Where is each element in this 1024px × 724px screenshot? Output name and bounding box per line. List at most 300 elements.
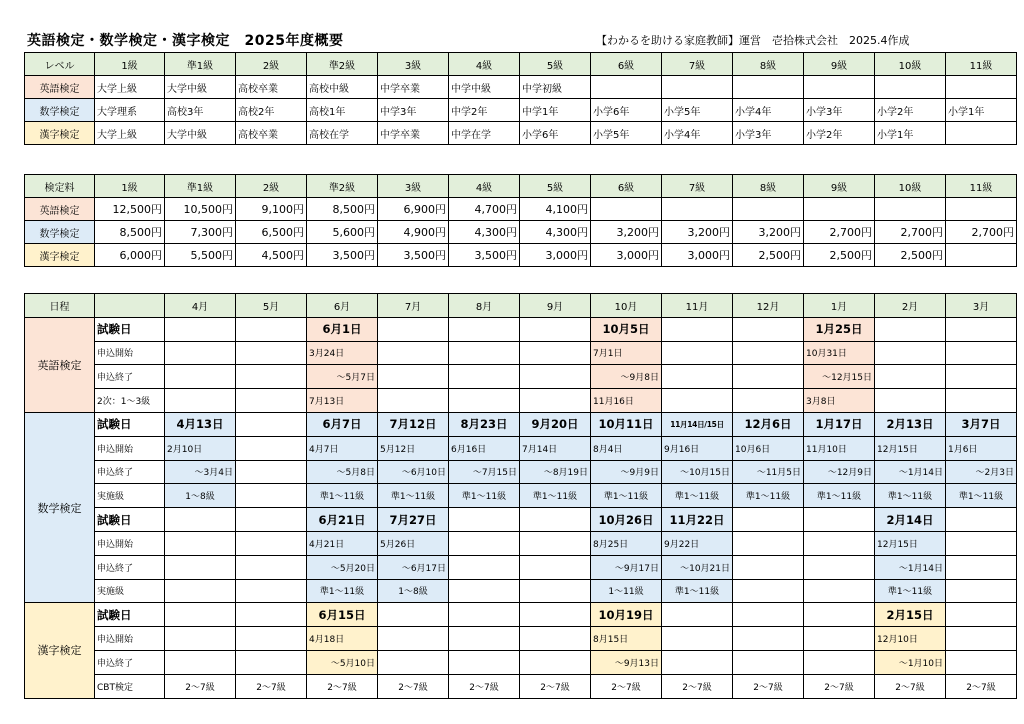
schedule-cell [662,317,733,341]
schedule-cell: 3月24日 [307,341,378,365]
fee-cell: 3,200円 [733,221,804,244]
schedule-cell: 9月20日 [520,412,591,436]
row-label: 試験日 [95,317,165,341]
schedule-cell [946,579,1017,603]
schedule-cell: 2～7級 [165,674,236,698]
schedule-cell [236,579,307,603]
schedule-cell [946,508,1017,532]
schedule-cell: ～6月10日 [378,460,449,484]
schedule-cell [875,317,946,341]
schedule-cell [520,579,591,603]
level-cell: 高校卒業 [236,76,307,99]
fee-cell: 4,900円 [378,221,449,244]
schedule-cell [449,389,520,413]
schedule-cell [520,531,591,555]
fee-header-cell: 2級 [236,175,307,198]
schedule-cell: 4月21日 [307,531,378,555]
level-header-cell: 3級 [378,53,449,76]
schedule-cell [378,627,449,651]
schedule-cell [236,436,307,460]
schedule-cell [946,650,1017,674]
level-cell: 中学卒業 [378,76,449,99]
schedule-cell [733,579,804,603]
level-cell: 小学6年 [591,99,662,122]
schedule-cell [946,341,1017,365]
level-cell [946,122,1017,145]
fee-table [24,174,1017,267]
schedule-cell: 準1～11級 [875,579,946,603]
schedule-header-cell: 7月 [378,294,449,318]
level-cell: 中学卒業 [378,122,449,145]
schedule-cell: 準1～11級 [804,484,875,508]
schedule-cell: ～8月19日 [520,460,591,484]
schedule-cell: 12月10日 [875,627,946,651]
schedule-cell: 2～7級 [307,674,378,698]
level-cell: 小学5年 [591,122,662,145]
fee-cell [946,244,1017,267]
fee-cell: 8,500円 [95,221,165,244]
schedule-cell [733,341,804,365]
fee-cell [733,198,804,221]
schedule-cell: 2～7級 [733,674,804,698]
level-cell: 中学中級 [449,76,520,99]
fee-cell [875,198,946,221]
schedule-cell: 10月19日 [591,603,662,627]
schedule-cell [236,555,307,579]
schedule-cell: ～5月7日 [307,365,378,389]
level-cell: 小学2年 [804,122,875,145]
fee-cell: 9,100円 [236,198,307,221]
schedule-cell: 9月16日 [662,436,733,460]
schedule-cell [804,603,875,627]
schedule-cell [662,341,733,365]
schedule-cell [520,555,591,579]
schedule-cell [378,317,449,341]
level-cell: 高校3年 [165,99,236,122]
row-label: CBT検定 [95,674,165,698]
schedule-cell: 7月12日 [378,412,449,436]
level-header-cell: 10級 [875,53,946,76]
level-header-cell: 準2級 [307,53,378,76]
level-header-cell: 1級 [95,53,165,76]
level-cell [946,76,1017,99]
level-header-cell: 2級 [236,53,307,76]
fee-cell [662,198,733,221]
schedule-cell [449,579,520,603]
level-cell: 小学4年 [733,99,804,122]
schedule-cell: ～5月8日 [307,460,378,484]
schedule-cell [733,555,804,579]
fee-header-cell: 検定料 [25,175,95,198]
schedule-cell [875,365,946,389]
schedule-cell: 準1～11級 [662,484,733,508]
level-cell [591,76,662,99]
schedule-cell [520,365,591,389]
schedule-cell [662,365,733,389]
fee-header-cell: 3級 [378,175,449,198]
schedule-cell: 準1～11級 [591,484,662,508]
schedule-cell [733,508,804,532]
schedule-cell: 2～7級 [236,674,307,698]
fee-cell [591,198,662,221]
schedule-cell [733,627,804,651]
row-label: 申込開始 [95,627,165,651]
schedule-cell: ～1月10日 [875,650,946,674]
level-cell: 小学1年 [946,99,1017,122]
exam-name-label: 英語検定 [25,317,95,412]
schedule-cell [804,555,875,579]
row-label: 申込終了 [95,555,165,579]
schedule-cell: ～9月13日 [591,650,662,674]
schedule-header-cell: 10月 [591,294,662,318]
level-cell: 高校1年 [307,99,378,122]
schedule-header-cell: 11月 [662,294,733,318]
schedule-cell: 11月10日 [804,436,875,460]
schedule-cell [378,389,449,413]
schedule-cell [165,555,236,579]
schedule-cell [378,603,449,627]
schedule-cell: ～1月14日 [875,555,946,579]
fee-header-cell: 10級 [875,175,946,198]
level-cell: 中学在学 [449,122,520,145]
exam-name-label: 数学検定 [25,412,95,602]
schedule-cell [449,603,520,627]
row-label: 試験日 [95,412,165,436]
schedule-cell: 7月14日 [520,436,591,460]
schedule-cell [946,317,1017,341]
schedule-cell: 3月8日 [804,389,875,413]
schedule-cell: 1月25日 [804,317,875,341]
schedule-cell [236,341,307,365]
fee-cell [804,198,875,221]
fee-cell: 3,000円 [591,244,662,267]
level-header-cell: 11級 [946,53,1017,76]
row-label: 試験日 [95,603,165,627]
schedule-cell [662,627,733,651]
level-header-cell: 9級 [804,53,875,76]
author-credit: 【わかるを助ける家庭教師】運営 壱拾株式会社 2025.4作成 [596,34,910,47]
level-cell: 大学中級 [165,76,236,99]
schedule-cell [875,341,946,365]
schedule-cell: 2～7級 [520,674,591,698]
fee-header-cell: 1級 [95,175,165,198]
level-cell: 大学上級 [95,76,165,99]
schedule-cell [733,389,804,413]
exam-name-label: 漢字検定 [25,244,95,267]
level-cell: 小学2年 [875,99,946,122]
schedule-cell [946,603,1017,627]
level-cell [733,76,804,99]
schedule-cell: 4月18日 [307,627,378,651]
schedule-header-cell: 8月 [449,294,520,318]
fee-cell: 5,600円 [307,221,378,244]
schedule-cell: 2～7級 [804,674,875,698]
schedule-header-cell: 5月 [236,294,307,318]
row-label: 試験日 [95,508,165,532]
level-header-cell: 7級 [662,53,733,76]
schedule-cell: 5月26日 [378,531,449,555]
schedule-header-cell: 3月 [946,294,1017,318]
fee-cell: 2,700円 [946,221,1017,244]
schedule-table [24,293,1017,699]
schedule-header-cell: 6月 [307,294,378,318]
schedule-cell: 2～7級 [591,674,662,698]
schedule-cell [804,627,875,651]
schedule-cell: 11月14日/15日 [662,412,733,436]
row-label: 申込開始 [95,531,165,555]
schedule-cell: 準1～11級 [875,484,946,508]
level-cell [804,76,875,99]
schedule-cell: ～9月17日 [591,555,662,579]
schedule-cell: ～1月14日 [875,460,946,484]
schedule-cell: 4月7日 [307,436,378,460]
schedule-cell: 6月1日 [307,317,378,341]
schedule-cell [520,627,591,651]
schedule-cell: 7月13日 [307,389,378,413]
schedule-cell [165,389,236,413]
fee-cell: 2,500円 [804,244,875,267]
schedule-cell: ～10月21日 [662,555,733,579]
schedule-cell: 6月7日 [307,412,378,436]
fee-cell: 6,000円 [95,244,165,267]
level-header-cell: 4級 [449,53,520,76]
schedule-cell [804,531,875,555]
schedule-cell [520,603,591,627]
schedule-cell: 準1～11級 [946,484,1017,508]
level-cell: 小学3年 [804,99,875,122]
schedule-cell: 7月27日 [378,508,449,532]
fee-cell: 4,100円 [520,198,591,221]
level-cell: 高校卒業 [236,122,307,145]
level-cell: 高校在学 [307,122,378,145]
level-cell [662,76,733,99]
fee-header-cell: 11級 [946,175,1017,198]
schedule-cell [520,341,591,365]
schedule-header-cell: 日程 [25,294,95,318]
level-cell: 高校2年 [236,99,307,122]
schedule-cell: 2～7級 [875,674,946,698]
schedule-cell: 準1～11級 [449,484,520,508]
schedule-cell: 6月16日 [449,436,520,460]
level-cell: 中学初級 [520,76,591,99]
level-cell: 小学6年 [520,122,591,145]
level-cell: 大学上級 [95,122,165,145]
schedule-cell [378,341,449,365]
schedule-cell [165,317,236,341]
schedule-cell [449,365,520,389]
fee-cell: 2,700円 [804,221,875,244]
schedule-cell: 3月7日 [946,412,1017,436]
level-header-cell: レベル [25,53,95,76]
fee-cell: 12,500円 [95,198,165,221]
schedule-cell: 2月13日 [875,412,946,436]
schedule-cell [804,650,875,674]
schedule-cell: 8月23日 [449,412,520,436]
schedule-cell: ～12月9日 [804,460,875,484]
schedule-header-cell: 1月 [804,294,875,318]
schedule-cell [236,508,307,532]
fee-cell: 7,300円 [165,221,236,244]
schedule-cell: 11月22日 [662,508,733,532]
row-label: 実施級 [95,579,165,603]
fee-cell: 5,500円 [165,244,236,267]
schedule-cell: ～10月15日 [662,460,733,484]
schedule-cell [662,603,733,627]
schedule-header-cell: 9月 [520,294,591,318]
schedule-cell: 1月6日 [946,436,1017,460]
schedule-cell: ～3月4日 [165,460,236,484]
schedule-cell [946,555,1017,579]
schedule-cell [378,365,449,389]
fee-cell: 3,000円 [520,244,591,267]
level-cell: 高校中級 [307,76,378,99]
schedule-cell: 準1～11級 [307,484,378,508]
schedule-header-cell [95,294,165,318]
schedule-cell [520,508,591,532]
schedule-cell: 4月13日 [165,412,236,436]
fee-header-cell: 6級 [591,175,662,198]
row-label: 申込開始 [95,341,165,365]
schedule-cell: 2月15日 [875,603,946,627]
level-cell [875,76,946,99]
schedule-cell [733,531,804,555]
exam-name-label: 数学検定 [25,99,95,122]
fee-cell: 2,500円 [733,244,804,267]
schedule-cell [733,317,804,341]
schedule-cell: ～9月8日 [591,365,662,389]
schedule-cell: 2月10日 [165,436,236,460]
schedule-cell [236,627,307,651]
schedule-cell [165,579,236,603]
schedule-cell: 準1～11級 [307,579,378,603]
schedule-cell [236,531,307,555]
schedule-cell: 2～7級 [378,674,449,698]
schedule-cell: 5月12日 [378,436,449,460]
fee-cell: 3,200円 [591,221,662,244]
level-header-cell: 6級 [591,53,662,76]
schedule-cell [236,460,307,484]
schedule-cell: 1～11級 [591,579,662,603]
schedule-cell [449,508,520,532]
level-header-cell: 5級 [520,53,591,76]
fee-cell: 6,900円 [378,198,449,221]
schedule-cell: 準1～11級 [733,484,804,508]
schedule-cell: 1～8級 [165,484,236,508]
schedule-cell: 8月4日 [591,436,662,460]
schedule-cell: ～11月5日 [733,460,804,484]
schedule-cell: 12月15日 [875,436,946,460]
schedule-cell: 10月5日 [591,317,662,341]
schedule-cell [236,650,307,674]
schedule-header-cell: 12月 [733,294,804,318]
fee-cell: 3,500円 [378,244,449,267]
schedule-cell: ～9月9日 [591,460,662,484]
schedule-cell [875,389,946,413]
schedule-cell: 準1～11級 [520,484,591,508]
level-cell: 小学3年 [733,122,804,145]
schedule-cell [236,389,307,413]
schedule-cell [236,412,307,436]
fee-cell: 4,500円 [236,244,307,267]
schedule-cell: ～12月15日 [804,365,875,389]
level-cell: 小学5年 [662,99,733,122]
schedule-cell [165,627,236,651]
fee-cell: 4,300円 [520,221,591,244]
schedule-cell [165,531,236,555]
schedule-cell: 2～7級 [449,674,520,698]
schedule-cell [449,341,520,365]
schedule-cell: 8月15日 [591,627,662,651]
fee-header-cell: 8級 [733,175,804,198]
schedule-cell: 2～7級 [946,674,1017,698]
row-label: 2次：1～3級 [95,389,165,413]
schedule-cell [236,317,307,341]
schedule-cell: 10月31日 [804,341,875,365]
schedule-cell: 2月14日 [875,508,946,532]
schedule-cell [733,365,804,389]
fee-header-cell: 4級 [449,175,520,198]
schedule-cell [662,650,733,674]
fee-cell: 3,200円 [662,221,733,244]
row-label: 申込終了 [95,460,165,484]
schedule-cell: 12月6日 [733,412,804,436]
fee-cell: 4,700円 [449,198,520,221]
fee-cell: 6,500円 [236,221,307,244]
schedule-cell: 7月1日 [591,341,662,365]
schedule-cell: 8月25日 [591,531,662,555]
schedule-cell [662,389,733,413]
row-label: 申込終了 [95,650,165,674]
schedule-cell: ～6月17日 [378,555,449,579]
schedule-cell [449,650,520,674]
schedule-cell: 10月11日 [591,412,662,436]
schedule-cell [804,508,875,532]
schedule-cell: ～2月3日 [946,460,1017,484]
fee-cell: 3,000円 [662,244,733,267]
schedule-cell: 11月16日 [591,389,662,413]
fee-header-cell: 9級 [804,175,875,198]
schedule-cell [946,627,1017,651]
page-title: 英語検定・数学検定・漢字検定 2025年度概要 [27,33,344,49]
schedule-cell [165,508,236,532]
level-table [24,52,1017,145]
schedule-cell: 10月26日 [591,508,662,532]
schedule-cell [733,650,804,674]
level-cell: 中学2年 [449,99,520,122]
fee-cell: 2,700円 [875,221,946,244]
schedule-cell [449,317,520,341]
level-cell: 小学4年 [662,122,733,145]
schedule-cell: 準1～11級 [662,579,733,603]
level-header-cell: 8級 [733,53,804,76]
level-cell: 中学3年 [378,99,449,122]
fee-cell: 3,500円 [449,244,520,267]
schedule-cell: 2～7級 [662,674,733,698]
schedule-cell [946,389,1017,413]
fee-header-cell: 準1級 [165,175,236,198]
schedule-cell: ～7月15日 [449,460,520,484]
schedule-cell: 準1～11級 [378,484,449,508]
schedule-cell [236,484,307,508]
schedule-cell: 1～8級 [378,579,449,603]
schedule-cell [804,579,875,603]
schedule-cell: ～5月20日 [307,555,378,579]
row-label: 実施級 [95,484,165,508]
fee-cell: 10,500円 [165,198,236,221]
schedule-cell [520,650,591,674]
row-label: 申込終了 [95,365,165,389]
schedule-cell [165,365,236,389]
